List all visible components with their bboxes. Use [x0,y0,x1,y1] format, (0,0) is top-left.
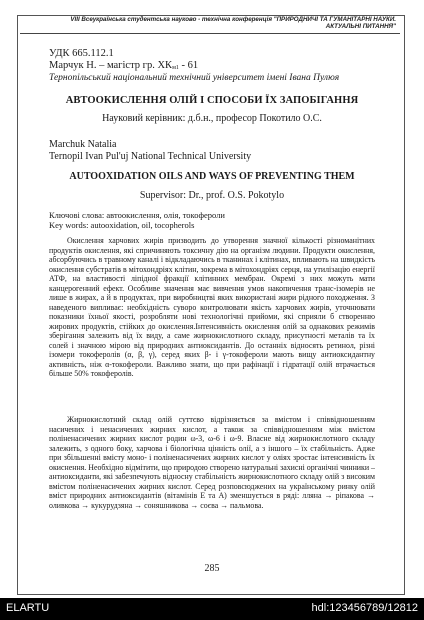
page-number: 285 [204,563,220,574]
repository-name: ELARTU [6,602,50,614]
title-ukrainian: АВТООКИСЛЕННЯ ОЛІЙ І СПОСОБИ ЇХ ЗАПОБІГАННЯ [65,95,359,106]
title-english: AUTOOXIDATION OILS AND WAYS OF PREVENTING THEM [69,171,355,182]
handle-identifier: hdl:123456789/12812 [311,602,418,614]
supervisor-ukrainian: Науковий керівник: д.б.н., професор Покотило О.С. [102,113,322,124]
keywords-ukrainian: Ключові слова: автоокислення, олія, токофероли [49,210,225,220]
body-paragraph-2: Жирнокислотний склад олій суттєво відрізняється за вмістом і співвідношенням насичених і ненасичених жирних кислот, а також за співвідношенням між вмістом поліненасичених жирних кислот родин ω-3, ω-6 і ω-9. Власне від жирнокислотного складу залежить, з одного боку, харчова і біологічна цінність олії, а з іншого – їх стабільність. Адже при збільшенні вмісту моно- і поліненасичених жирних кислот у оліях зростає інтенсивність їх окиснення. Необхідно відмітити, що природою створено натуральні захисні органічні чинники – антиоксиданти, які забезпечують відносну стабільність жирнокислотного складу олій з високим вмістом поліненасичених жирних кислот. Серед розповсюджених на українському ринку олій вміст природних антиоксидантів (вітамінів Е та А) зменшується в ряді: лляна → ріпакова → оливкова → кукурудзяна → соняшникова → соєва → пальмова. [49,415,375,510]
author-group-suffix: - 61 [178,60,199,71]
conference-header-line1: VIII Всеукраїнська студентська науково - технічна конференція "ПРИРОДНИЧІ ТА ГУМАНІТАРНІ НАУКИ. [70,16,396,23]
body-paragraph-1: Окислення харчових жирів призводить до утворення значної кількості різноманітних продуктів окислення, які спричиняють токсичну дію на організм людини. Продукти окислення, абсорбуючись в травному каналі і відкладаючись в тканинах і клітинах, впливають на швидкість окислення субстратів в мітохондріях клітин, зокрема в мітохондріях серця, на утилізацію енергії АТФ, на властивості ліпідної фракції клітинних мембран. Окремі з них можуть мати канцерогенний ефект. Особливе значення має вивчення умов накопичення транс-ізомерів не лише в жирах, а й в продуктах, при виробництві яких використані жири рідного походження. З наведеного випливає: необхідність суворо контролювати якість харчових жирів, уточнювати показники їхньої якості, розробляти нові технологічні прийоми, які сприяли б створенню жирових продуктів, стійких до окислення.Інтенсивність окислення олій за однакових режимів зберігання залежить від їх виду, а саме жирнокислотного складу, присутності металів та їх солей і значною мірою від природних антиоксидантів. До останніх відносять ретинол, різні ізомери токоферолів (α, β, γ), серед яких β- і γ-токофероли мають вищу антиоксидантну активність, ніж α-токофероли. Важливо знати, що при рафінації і гідратації олій втрачається більше 50% токоферолів. [49,236,375,378]
repository-footer-bar [0,598,424,620]
affiliation-english: Ternopil Ivan Pul'uj National Technical University [49,151,252,162]
author-english: Marchuk Natalia [49,139,117,150]
author-ukrainian-name: Марчук Н. – магістр гр. ХК [49,60,173,71]
udc-code: УДК 665.112.1 [49,48,114,59]
conference-header [20,16,400,34]
author-ukrainian [49,60,198,71]
author-group-subscript: м1 [172,65,179,71]
keywords-english: Key words: autooxidation, oil, tocopherols [49,220,195,230]
conference-header-line2: АКТУАЛЬНІ ПИТАННЯ" [325,23,396,31]
supervisor-english: Supervisor: Dr., prof. O.S. Pokotylo [139,190,285,201]
affiliation-ukrainian: Тернопільський національний технічний університет імені Івана Пулюя [49,73,340,83]
